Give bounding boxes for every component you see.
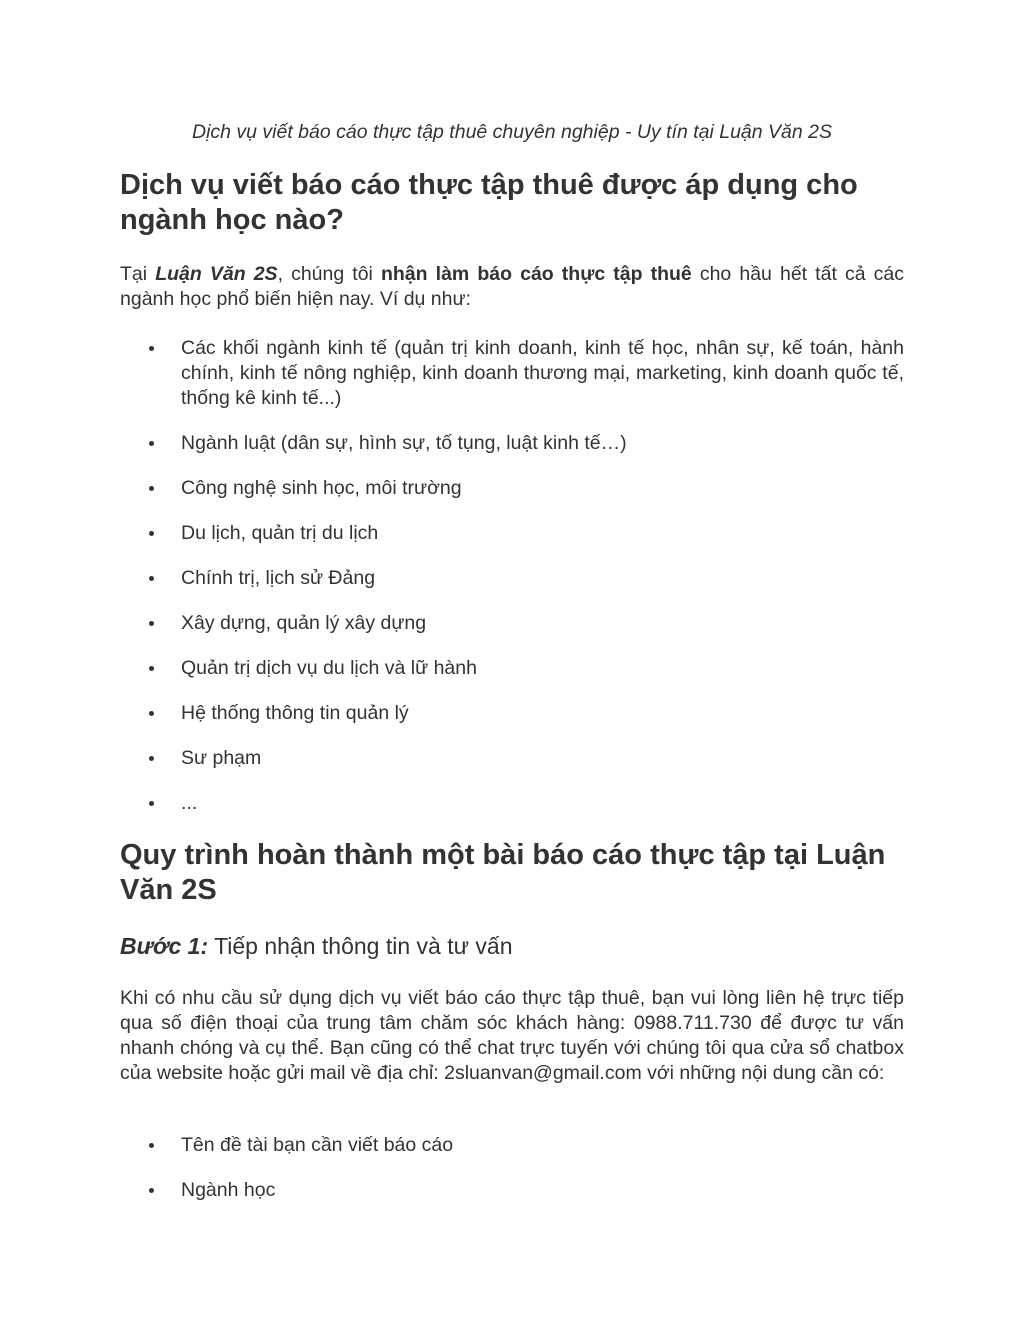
list-item xyxy=(120,791,904,816)
list-item xyxy=(120,1133,904,1158)
list-item-text: Ngành luật (dân sự, hình sự, tố tụng, luật kinh tế…) xyxy=(181,432,627,454)
bullet-icon xyxy=(149,621,154,626)
intro-middle: , chúng tôi xyxy=(277,263,381,285)
intro-suffix: cho hầu hết tất cả các ngành học phổ biến hiện nay. Ví dụ như: xyxy=(120,263,904,310)
section-heading-majors: Dịch vụ viết báo cáo thực tập thuê được áp dụng cho ngành học nào? xyxy=(120,169,858,236)
list-item xyxy=(120,1178,904,1203)
intro-paragraph xyxy=(120,262,904,312)
list-item xyxy=(120,336,904,411)
contact-paragraph: Khi có nhu cầu sử dụng dịch vụ viết báo cáo thực tập thuê, bạn vui lòng liên hệ trực tiếp qua số điện thoại của trung tâm chăm sóc khách hàng: 0988.711.730 để được tư vấn nhanh chóng và cụ thể. Bạn cũng có thể chat trực tuyến với chúng tôi qua cửa sổ chatbox của website hoặc gửi mail về địa chỉ: 2sluanvan@gmail.com với những nội dung cần có: xyxy=(120,987,904,1084)
list-item-text: Sư phạm xyxy=(181,747,262,769)
list-item xyxy=(120,701,904,726)
list-item-text: ... xyxy=(181,792,198,814)
list-item-text: Du lịch, quản trị du lịch xyxy=(181,522,379,544)
list-item xyxy=(120,611,904,636)
service-phrase: nhận làm báo cáo thực tập thuê xyxy=(380,263,692,285)
step-label: Bước 1: xyxy=(120,933,209,959)
running-title: Dịch vụ viết báo cáo thực tập thuê chuyên nghiệp - Uy tín tại Luận Văn 2S xyxy=(191,121,832,143)
list-item-text: Hệ thống thông tin quản lý xyxy=(181,702,409,724)
list-item-text: Quản trị dịch vụ du lịch và lữ hành xyxy=(181,657,477,679)
bullet-icon xyxy=(149,756,154,761)
list-item xyxy=(120,431,904,456)
list-item xyxy=(120,476,904,501)
list-item xyxy=(120,656,904,681)
step-title: Tiếp nhận thông tin và tư vấn xyxy=(208,933,513,959)
bullet-icon xyxy=(149,801,154,806)
list-item xyxy=(120,746,904,771)
step-heading xyxy=(120,932,513,960)
section-heading-process: Quy trình hoàn thành một bài báo cáo thực tập tại Luận Văn 2S xyxy=(120,839,886,906)
list-item-text: Công nghệ sinh học, môi trường xyxy=(181,477,462,499)
bullet-icon xyxy=(149,441,154,446)
list-item xyxy=(120,566,904,591)
list-item-text: Xây dựng, quản lý xây dựng xyxy=(181,612,427,634)
bullet-icon xyxy=(149,666,154,671)
bullet-icon xyxy=(149,1188,154,1193)
list-item-text: Ngành học xyxy=(181,1179,276,1201)
intro-prefix: Tại xyxy=(120,263,156,285)
list-item-text: Các khối ngành kinh tế (quản trị kinh doanh, kinh tế học, nhân sự, kế toán, hành chính, kinh tế nông nghiệp, kinh doanh thương mại, marketing, kinh doanh quốc tế, thống kê kinh tế...) xyxy=(181,337,904,409)
bullet-icon xyxy=(149,1143,154,1148)
list-item-text: Chính trị, lịch sử Đảng xyxy=(181,567,376,589)
bullet-icon xyxy=(149,486,154,491)
bullet-icon xyxy=(149,346,154,351)
brand-name: Luận Văn 2S xyxy=(155,263,278,285)
bullet-icon xyxy=(149,576,154,581)
bullet-icon xyxy=(149,531,154,536)
list-item-text: Tên đề tài bạn cần viết báo cáo xyxy=(181,1134,454,1156)
majors-list xyxy=(120,336,904,836)
bullet-icon xyxy=(149,711,154,716)
requirements-list xyxy=(120,1133,904,1223)
list-item xyxy=(120,521,904,546)
